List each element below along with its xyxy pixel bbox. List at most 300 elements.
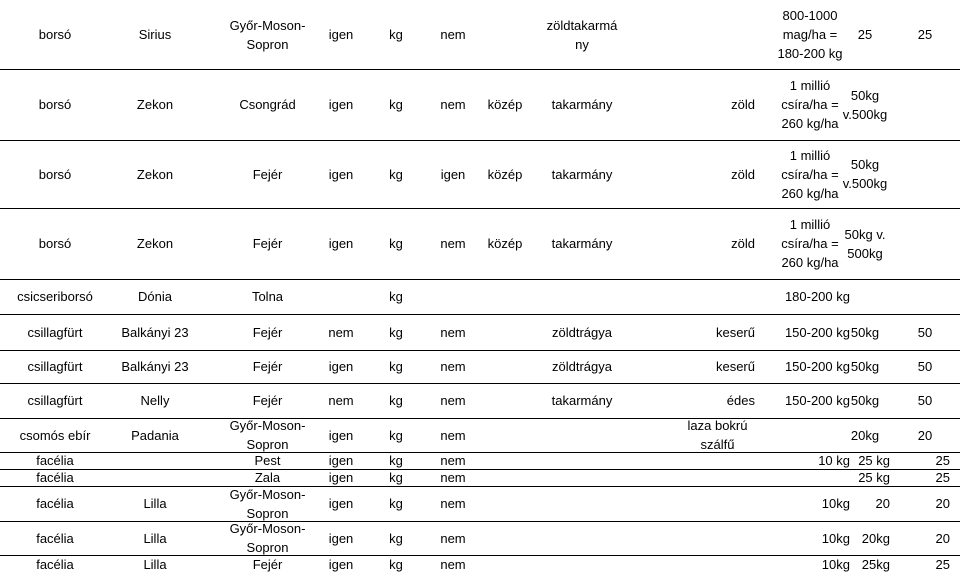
cell-b (430, 140, 476, 208)
cell-a (320, 383, 362, 418)
cell-use (530, 140, 634, 208)
cell-rate (770, 418, 850, 452)
cell-region (205, 486, 330, 521)
cell-text: nem (440, 470, 466, 485)
cell-rate (770, 314, 850, 350)
cell-line: 1 millió (789, 78, 831, 93)
cell-q1 (840, 383, 890, 418)
cell-line: takarmány (551, 236, 613, 251)
cell-variety (110, 555, 200, 574)
cell-rate (770, 140, 850, 208)
cell-rate (770, 521, 850, 555)
cell-q2 (900, 418, 950, 452)
cell-b (430, 452, 476, 469)
cell-c (480, 469, 530, 486)
cell-line: v.500kg (842, 176, 888, 191)
cell-region (205, 314, 330, 350)
cell-text: csillagfürt (27, 324, 83, 340)
cell-variety (110, 486, 200, 521)
cell-text: közép (487, 236, 523, 251)
cell-d (680, 208, 755, 279)
cell-q1 (840, 0, 890, 69)
cell-region (205, 350, 330, 383)
cell-text: kg (389, 530, 403, 546)
cell-unit (375, 208, 417, 279)
cell-text: borsó (38, 236, 72, 251)
cell-variety (110, 314, 200, 350)
cell-q2 (900, 208, 950, 279)
cell-line: zöldtrágya (552, 324, 612, 340)
cell-text: csillagfürt (27, 393, 83, 408)
cell-c (480, 0, 530, 69)
cell-a (320, 314, 362, 350)
cell-crop (0, 452, 110, 469)
cell-c (480, 452, 530, 469)
cell-region (205, 452, 330, 469)
cell-q1 (840, 314, 890, 350)
cell-line: Fejér (252, 393, 283, 408)
cell-line: 50kg v. (844, 226, 886, 242)
cell-line: zöldtrágya (552, 359, 612, 374)
cell-line: Fejér (252, 557, 283, 572)
cell-variety (110, 383, 200, 418)
cell-crop (0, 521, 110, 555)
cell-c (480, 314, 530, 350)
cell-text: 25 (935, 470, 950, 485)
cell-use (530, 521, 634, 555)
cell-use (530, 418, 634, 452)
cell-line: Fejér (252, 236, 283, 251)
cell-line: laza bokrú (687, 418, 748, 433)
cell-d (680, 140, 755, 208)
cell-rate (770, 279, 850, 314)
cell-q2 (900, 486, 950, 521)
cell-variety (110, 452, 200, 469)
cell-text: 25 kg (858, 453, 890, 468)
cell-line: ny (575, 36, 589, 52)
cell-text: igen (328, 557, 354, 572)
cell-text: kg (389, 289, 403, 304)
cell-text: igen (328, 97, 354, 112)
cell-text: igen (328, 453, 354, 468)
cell-d (680, 350, 755, 383)
cell-a (320, 208, 362, 279)
cell-line: takarmány (551, 393, 613, 408)
cell-variety (110, 208, 200, 279)
cell-text: 50kg (850, 324, 880, 340)
cell-text: Zekon (136, 97, 174, 112)
cell-text: 20 (917, 427, 933, 443)
cell-text: igen (328, 359, 354, 374)
cell-q1 (840, 469, 890, 486)
cell-use (530, 486, 634, 521)
cell-text: igen (328, 427, 354, 443)
cell-q1 (840, 452, 890, 469)
cell-variety (110, 0, 200, 69)
cell-b (430, 69, 476, 140)
cell-unit (375, 521, 417, 555)
cell-unit (375, 469, 417, 486)
cell-text: csicseriborsó (17, 289, 93, 304)
cell-text: 50 (917, 393, 933, 408)
cell-crop (0, 140, 110, 208)
cell-b (430, 314, 476, 350)
cell-unit (375, 452, 417, 469)
cell-text: kg (389, 453, 403, 468)
cell-variety (110, 69, 200, 140)
cell-text: 20 (935, 530, 950, 546)
cell-use (530, 452, 634, 469)
cell-a (320, 521, 362, 555)
cell-line: 180-200 kg (784, 289, 850, 304)
cell-text: igen (328, 470, 354, 485)
cell-text: igen (328, 236, 354, 251)
cell-line: Sopron (246, 505, 289, 521)
cell-text: Zekon (136, 166, 174, 182)
cell-text: 20 (875, 496, 890, 511)
cell-q2 (900, 279, 950, 314)
cell-text: zöld (731, 166, 755, 182)
cell-a (320, 452, 362, 469)
cell-text: 25 (917, 27, 933, 42)
cell-use (530, 350, 634, 383)
cell-crop (0, 0, 110, 69)
cell-line: 260 kg/ha (781, 116, 839, 131)
cell-b (430, 383, 476, 418)
cell-d (680, 69, 755, 140)
cell-region (205, 418, 330, 452)
cell-unit (375, 418, 417, 452)
cell-a (320, 279, 362, 314)
cell-text: 50kg (850, 393, 880, 408)
cell-text: Lilla (143, 530, 167, 546)
cell-line: Zala (254, 470, 281, 485)
cell-variety (110, 469, 200, 486)
cell-text: kg (389, 427, 403, 443)
cell-q1 (840, 486, 890, 521)
cell-q2 (900, 469, 950, 486)
cell-b (430, 469, 476, 486)
cell-region (205, 383, 330, 418)
cell-rate (770, 486, 850, 521)
cell-text: nem (440, 359, 466, 374)
cell-text: facélia (36, 453, 74, 468)
cell-use (530, 555, 634, 574)
cell-line: Győr-Moson- (229, 486, 306, 502)
cell-b (430, 555, 476, 574)
cell-crop (0, 208, 110, 279)
cell-text: facélia (36, 557, 74, 572)
cell-a (320, 486, 362, 521)
cell-text: nem (440, 27, 466, 42)
cell-c (480, 555, 530, 574)
cell-q1 (840, 555, 890, 574)
cell-line: 150-200 kg (784, 324, 850, 340)
cell-use (530, 469, 634, 486)
cell-text: igen (328, 496, 354, 511)
cell-use (530, 279, 634, 314)
cell-d (680, 0, 755, 69)
cell-text: nem (328, 393, 354, 408)
cell-q1 (840, 521, 890, 555)
cell-b (430, 0, 476, 69)
cell-b (430, 208, 476, 279)
cell-c (480, 140, 530, 208)
cell-line: Sopron (246, 36, 289, 52)
cell-text: Zekon (136, 236, 174, 251)
cell-c (480, 418, 530, 452)
cell-variety (110, 279, 200, 314)
cell-line: takarmány (551, 166, 613, 182)
cell-q1 (840, 418, 890, 452)
cell-crop (0, 279, 110, 314)
cell-unit (375, 383, 417, 418)
cell-text: borsó (38, 27, 72, 42)
cell-variety (110, 418, 200, 452)
cell-b (430, 486, 476, 521)
cell-line: csíra/ha = (781, 236, 839, 251)
cell-text: 25 (935, 557, 950, 572)
cell-unit (375, 555, 417, 574)
cell-use (530, 208, 634, 279)
cell-unit (375, 0, 417, 69)
cell-line: 800-1000 (782, 8, 838, 23)
cell-d (680, 469, 755, 486)
cell-text: 20kg (850, 427, 880, 443)
cell-line: 10kg (821, 496, 850, 511)
cell-line: Csongrád (239, 97, 296, 112)
cell-text: zöld (731, 97, 755, 112)
cell-text: igen (328, 166, 354, 182)
cell-text: kg (389, 236, 403, 251)
cell-text: Balkányi 23 (121, 359, 189, 374)
cell-line: Fejér (252, 324, 283, 340)
cell-rate (770, 350, 850, 383)
cell-q2 (900, 452, 950, 469)
cell-variety (110, 350, 200, 383)
cell-q2 (900, 521, 950, 555)
cell-text: facélia (36, 496, 74, 511)
cell-unit (375, 69, 417, 140)
cell-text: Padania (131, 427, 179, 443)
cell-line: Tolna (251, 289, 284, 304)
cell-text: 25 (857, 27, 873, 42)
cell-text: zöld (731, 236, 755, 251)
cell-region (205, 279, 330, 314)
cell-line: Fejér (252, 359, 283, 374)
cell-crop (0, 486, 110, 521)
cell-text: csomós ebír (19, 427, 91, 443)
cell-line: 10 kg (818, 453, 850, 468)
cell-rate (770, 452, 850, 469)
cell-crop (0, 418, 110, 452)
cell-text: kg (389, 97, 403, 112)
cell-text: igen (328, 27, 354, 42)
cell-text: Nelly (140, 393, 170, 408)
cell-crop (0, 469, 110, 486)
cell-line: v.500kg (842, 106, 888, 122)
cell-text: nem (440, 97, 466, 112)
cell-c (480, 486, 530, 521)
cell-q2 (900, 69, 950, 140)
cell-a (320, 469, 362, 486)
cell-q2 (900, 0, 950, 69)
cell-text: 50kg (850, 359, 880, 374)
cell-text: kg (389, 324, 403, 340)
cell-q2 (900, 140, 950, 208)
cell-q2 (900, 314, 950, 350)
cell-a (320, 555, 362, 574)
cell-c (480, 208, 530, 279)
cell-text: Sirius (138, 27, 172, 42)
cell-q1 (840, 279, 890, 314)
cell-q1 (840, 69, 890, 140)
cell-text: 50 (917, 359, 933, 374)
cell-text: kg (389, 393, 403, 408)
cell-c (480, 521, 530, 555)
cell-b (430, 350, 476, 383)
cell-text: nem (440, 393, 466, 408)
cell-line: 260 kg/ha (781, 255, 839, 270)
cell-text: borsó (38, 97, 72, 112)
cell-text: 20 (935, 496, 950, 511)
cell-region (205, 555, 330, 574)
cell-text: nem (328, 324, 354, 340)
cell-crop (0, 350, 110, 383)
cell-q2 (900, 350, 950, 383)
cell-line: csíra/ha = (781, 97, 839, 112)
cell-q2 (900, 555, 950, 574)
cell-unit (375, 486, 417, 521)
cell-line: Győr-Moson- (229, 17, 306, 33)
cell-use (530, 383, 634, 418)
cell-rate (770, 69, 850, 140)
cell-use (530, 314, 634, 350)
cell-use (530, 0, 634, 69)
cell-text: 50 (917, 324, 933, 340)
cell-region (205, 521, 330, 555)
cell-crop (0, 314, 110, 350)
cell-line: zöldtakarmá (546, 17, 618, 33)
cell-d (680, 521, 755, 555)
cell-line: 1 millió (789, 147, 831, 163)
cell-line: takarmány (551, 97, 613, 112)
cell-unit (375, 350, 417, 383)
cell-d (680, 383, 755, 418)
cell-line: Sopron (246, 540, 289, 555)
cell-line: 1 millió (789, 217, 831, 232)
cell-line: Fejér (252, 166, 283, 182)
cell-rate (770, 0, 850, 69)
cell-line: Győr-Moson- (229, 521, 306, 536)
cell-q1 (840, 350, 890, 383)
cell-crop (0, 383, 110, 418)
cell-text: nem (440, 530, 466, 546)
cell-text: édes (726, 393, 755, 408)
cell-a (320, 69, 362, 140)
cell-text: 20kg (861, 530, 890, 546)
cell-text: keserű (715, 359, 755, 374)
cell-a (320, 350, 362, 383)
cell-line: 150-200 kg (784, 393, 850, 408)
cell-text: Lilla (143, 557, 167, 572)
cell-text: facélia (36, 470, 74, 485)
cell-text: nem (440, 557, 466, 572)
cell-line: Győr-Moson- (229, 418, 306, 433)
cell-line: 260 kg/ha (781, 185, 839, 201)
cell-text: kg (389, 557, 403, 572)
cell-line: 50kg (850, 157, 880, 172)
cell-region (205, 69, 330, 140)
cell-line: Sopron (246, 437, 289, 452)
cell-d (680, 452, 755, 469)
cell-text: kg (389, 496, 403, 511)
cell-c (480, 383, 530, 418)
cell-a (320, 418, 362, 452)
cell-line: csíra/ha = (781, 166, 839, 182)
cell-text: közép (487, 166, 523, 182)
cell-text: nem (440, 236, 466, 251)
cell-text: facélia (36, 530, 74, 546)
cell-region (205, 140, 330, 208)
cell-rate (770, 208, 850, 279)
cell-text: nem (440, 324, 466, 340)
cell-d (680, 555, 755, 574)
cell-rate (770, 469, 850, 486)
cell-line: 500kg (847, 245, 883, 261)
cell-text: Lilla (143, 496, 167, 511)
cell-q1 (840, 208, 890, 279)
cell-q1 (840, 140, 890, 208)
cell-line: 10kg (821, 530, 850, 546)
cell-region (205, 0, 330, 69)
cell-b (430, 521, 476, 555)
cell-a (320, 140, 362, 208)
cell-rate (770, 555, 850, 574)
cell-region (205, 208, 330, 279)
cell-c (480, 279, 530, 314)
cell-crop (0, 69, 110, 140)
cell-text: kg (389, 166, 403, 182)
cell-d (680, 314, 755, 350)
cell-text: 25kg (861, 557, 890, 572)
cell-use (530, 69, 634, 140)
cell-d (680, 418, 755, 452)
cell-line: 180-200 kg (777, 46, 843, 61)
cell-line: 50kg (850, 87, 880, 103)
cell-b (430, 279, 476, 314)
cell-text: csillagfürt (27, 359, 83, 374)
cell-line: mag/ha = (782, 27, 838, 42)
cell-text: nem (440, 496, 466, 511)
cell-crop (0, 555, 110, 574)
cell-text: kg (389, 27, 403, 42)
cell-text: keserű (715, 324, 755, 340)
cell-text: kg (389, 359, 403, 374)
cell-text: igen (328, 530, 354, 546)
cell-text: Dónia (138, 289, 172, 304)
cell-c (480, 350, 530, 383)
cell-d (680, 486, 755, 521)
cell-rate (770, 383, 850, 418)
cell-unit (375, 140, 417, 208)
cell-variety (110, 521, 200, 555)
cell-text: nem (440, 453, 466, 468)
cell-d (680, 279, 755, 314)
cell-text: igen (440, 166, 466, 182)
cell-q2 (900, 383, 950, 418)
cell-b (430, 418, 476, 452)
